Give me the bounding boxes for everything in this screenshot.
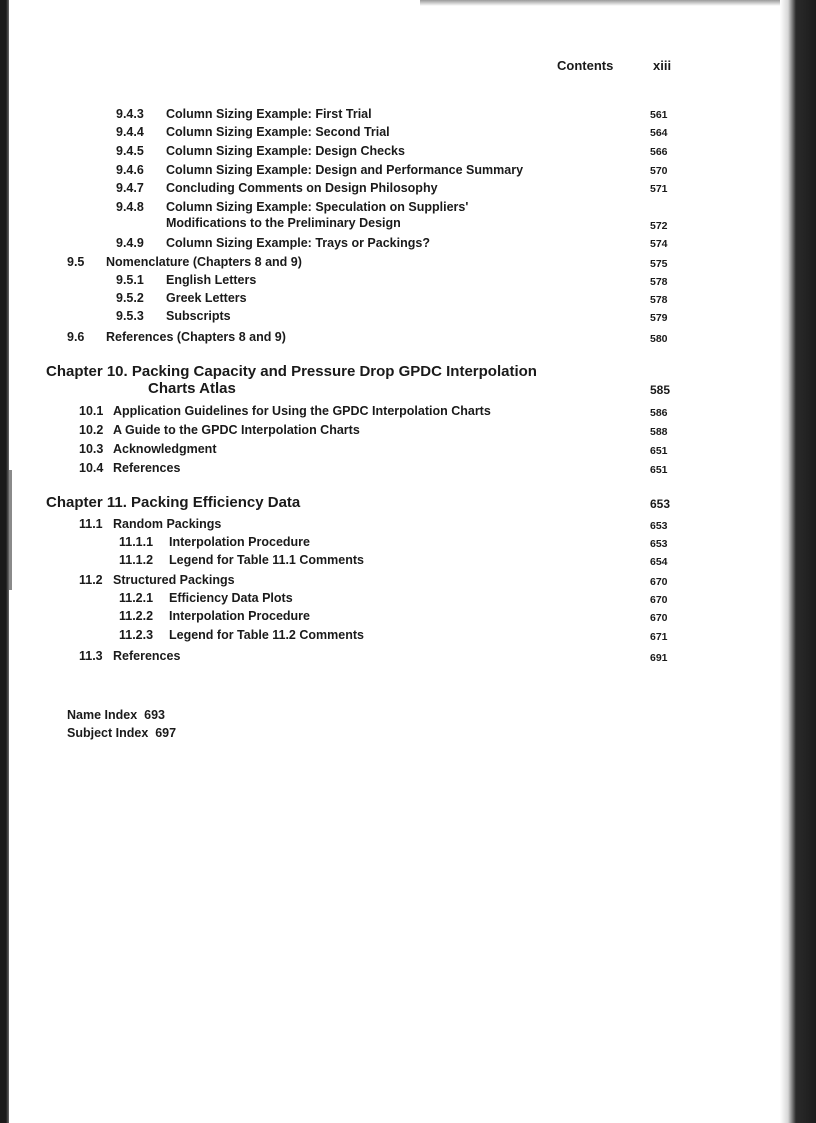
entry-number: 9.5.1 <box>116 273 144 287</box>
entry-page: 578 <box>650 276 668 288</box>
entry-number: 9.6 <box>67 330 85 344</box>
entry-number: 11.2 <box>79 573 103 587</box>
entry-number: 10.4 <box>79 461 104 475</box>
entry-number: 11.3 <box>79 649 103 663</box>
chapter-10-title-line2[interactable]: Charts Atlas <box>148 380 236 397</box>
entry-number: 9.5 <box>67 255 85 269</box>
entry-page: 579 <box>650 312 668 324</box>
entry-page: 574 <box>650 238 668 250</box>
entry-number: 9.4.6 <box>116 163 144 177</box>
entry-title: References <box>113 649 181 663</box>
entry-page: 651 <box>650 464 668 476</box>
entry-page: 670 <box>650 594 668 606</box>
name-index-entry[interactable] <box>67 708 165 722</box>
running-header-title: Contents <box>557 58 614 73</box>
entry-title: Application Guidelines for Using the GPDC Interpolation Charts <box>113 404 491 418</box>
entry-title: Column Sizing Example: Design Checks <box>166 144 405 158</box>
entry-number: 11.1.1 <box>119 535 154 549</box>
entry-title: Efficiency Data Plots <box>169 591 293 605</box>
entry-title: A Guide to the GPDC Interpolation Charts <box>113 423 360 437</box>
entry-number: 9.5.2 <box>116 291 144 305</box>
entry-page: 570 <box>650 165 668 177</box>
entry-number: 10.3 <box>79 442 104 456</box>
entry-title: Interpolation Procedure <box>169 609 310 623</box>
entry-number: 11.1 <box>79 517 103 531</box>
entry-page: 654 <box>650 556 668 568</box>
chapter-10-title[interactable]: Chapter 10. Packing Capacity and Pressure Drop GPDC Interpolation <box>46 363 537 380</box>
chapter-11-page: 653 <box>650 497 671 511</box>
chapter-11-title[interactable]: Chapter 11. Packing Efficiency Data <box>46 494 301 511</box>
entry-page: 670 <box>650 576 668 588</box>
entry-page: 653 <box>650 520 668 532</box>
entry-page: 691 <box>650 652 668 664</box>
entry-number: 11.2.1 <box>119 591 154 605</box>
entry-title: Random Packings <box>113 517 222 531</box>
entry-title: Column Sizing Example: Speculation on Suppliers' <box>166 200 469 214</box>
chapter-10-page: 585 <box>650 383 671 397</box>
entry-title: Acknowledgment <box>113 442 217 456</box>
entry-page: 572 <box>650 220 668 232</box>
entry-title: Interpolation Procedure <box>169 535 310 549</box>
entry-page: 566 <box>650 146 668 158</box>
entry-page: 575 <box>650 258 668 270</box>
entry-number: 9.4.9 <box>116 236 144 250</box>
entry-title: References <box>113 461 181 475</box>
entry-title: Legend for Table 11.2 Comments <box>169 628 364 642</box>
entry-title: Column Sizing Example: Design and Performance Summary <box>166 163 524 177</box>
entry-title: Greek Letters <box>166 291 247 305</box>
entry-page: 571 <box>650 183 668 195</box>
entry-number: 10.2 <box>79 423 104 437</box>
index-page: 693 <box>144 708 165 722</box>
running-header-page: xiii <box>653 58 672 73</box>
entry-title: Column Sizing Example: First Trial <box>166 107 372 121</box>
entry-title: Structured Packings <box>113 573 235 587</box>
entry-page: 578 <box>650 294 668 306</box>
entry-title: Nomenclature (Chapters 8 and 9) <box>106 255 302 269</box>
entry-number: 11.2.2 <box>119 609 154 623</box>
entry-title: Legend for Table 11.1 Comments <box>169 553 364 567</box>
entry-number: 9.4.5 <box>116 144 144 158</box>
entry-title: Subscripts <box>166 309 231 323</box>
entry-page: 561 <box>650 109 668 121</box>
entry-number: 9.4.7 <box>116 181 144 195</box>
entry-title: Column Sizing Example: Trays or Packings? <box>166 236 430 250</box>
entry-title: References (Chapters 8 and 9) <box>106 330 286 344</box>
entry-page: 588 <box>650 426 668 438</box>
entry-page: 670 <box>650 612 668 624</box>
entry-page: 586 <box>650 407 668 419</box>
index-label: Name Index <box>67 708 138 722</box>
entry-number: 9.4.3 <box>116 107 144 121</box>
entry-number: 11.1.2 <box>119 553 154 567</box>
entry-number: 9.5.3 <box>116 309 144 323</box>
entry-page: 671 <box>650 631 668 643</box>
entry-page: 653 <box>650 538 668 550</box>
entry-title: Concluding Comments on Design Philosophy <box>166 181 438 195</box>
entry-number: 11.2.3 <box>119 628 154 642</box>
entry-page: 651 <box>650 445 668 457</box>
entry-number: 9.4.4 <box>116 125 144 139</box>
entry-number: 10.1 <box>79 404 104 418</box>
index-label: Subject Index <box>67 726 149 740</box>
subject-index-entry[interactable] <box>67 726 176 740</box>
entry-title: Modifications to the Preliminary Design <box>166 216 401 230</box>
entry-number: 9.4.8 <box>116 200 144 214</box>
entry-title: English Letters <box>166 273 257 287</box>
entry-title: Column Sizing Example: Second Trial <box>166 125 390 139</box>
entry-page: 580 <box>650 333 668 345</box>
index-page: 697 <box>155 726 177 740</box>
entry-page: 564 <box>650 127 668 139</box>
